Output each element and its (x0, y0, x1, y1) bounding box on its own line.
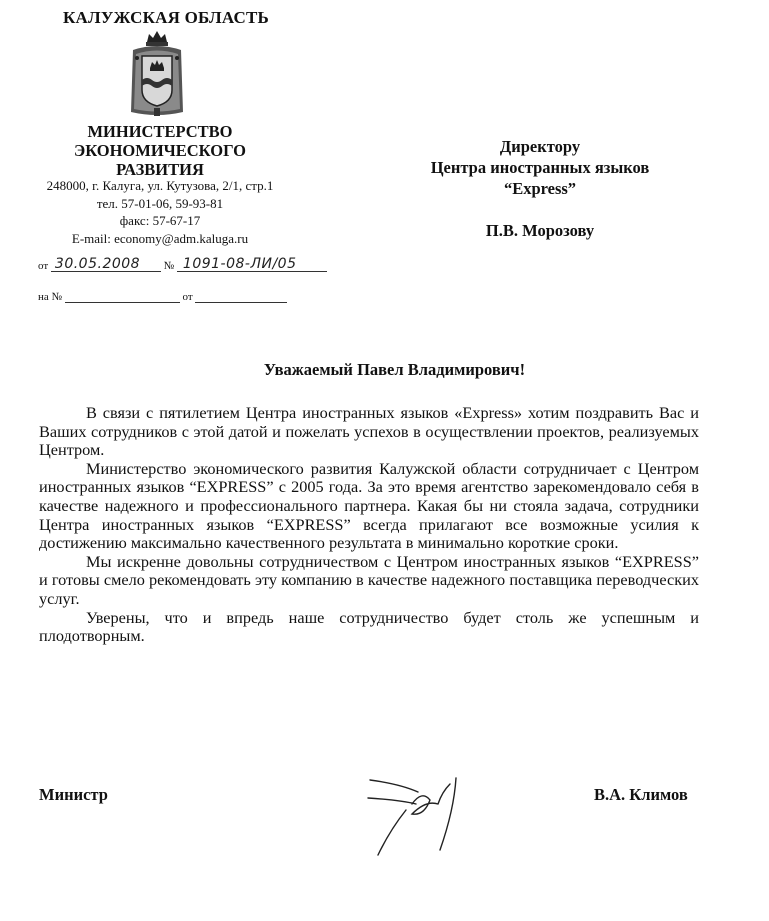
ministry-name (50, 122, 270, 179)
ministry-email: E-mail: economy@adm.kaluga.ru (71, 230, 249, 246)
signoff-title: Министр (39, 785, 108, 804)
signature-icon (360, 770, 480, 860)
registration-date: 30.05.2008 (54, 256, 141, 272)
ministry-line: МИНИСТЕРСТВО (87, 122, 233, 141)
ministry-line: РАЗВИТИЯ (116, 160, 204, 179)
letter-body (39, 404, 699, 646)
ministry-phone: тел. 57-01-06, 59-93-81 (96, 195, 224, 211)
addressee-line: “Express” (503, 179, 577, 198)
registration-number: 1091-08-ЛИ/05 (182, 256, 297, 272)
number-label: № (163, 260, 175, 272)
addressee-line: Директору (499, 137, 581, 156)
ministry-address: 248000, г. Калуга, ул. Кутузова, 2/1, стр.1 (46, 178, 274, 193)
ministry-contacts (30, 177, 290, 247)
reference-from-label: от (182, 291, 193, 303)
body-paragraph: Министерство экономического развития Калужской области сотрудничает с Центром иностранных языков “EXPRESS” с 2005 года. За это время агентство зарекомендовало себя в качестве надежного и профессионального партнера. Какая бы ни стояла задача, сотрудники Центра иностранных языков “EXPRESS” всегда прилагают все возможные усилия к достижению максимально качественного результата в минимально короткие сроки. (39, 458, 699, 553)
addressee-line: Центра иностранных языков (430, 158, 650, 177)
reference-line (38, 290, 287, 303)
ministry-fax: факс: 57-67-17 (119, 213, 201, 228)
body-paragraph: Мы искренне довольны сотрудничеством с Центром иностранных языков “EXPRESS” и готовы смело рекомендовать эту компанию в качестве надежного поставщика переводческих услуг. (39, 551, 699, 608)
body-paragraph: В связи с пятилетием Центра иностранных языков «Express» хотим поздравить Вас и Ваших сотрудников с этой датой и пожелать успехов в осуществлении проектов, реализуемых Центром. (39, 403, 699, 460)
addressee-name: П.В. Морозову (485, 221, 595, 240)
body-paragraph: Уверены, что и впредь наше сотрудничество будет столь же успешным и плодотворным. (39, 607, 699, 646)
ministry-line: ЭКОНОМИЧЕСКОГО (74, 141, 246, 160)
coat-of-arms-icon (127, 28, 187, 120)
registration-line (38, 256, 327, 272)
signoff-name: В.А. Климов (594, 785, 688, 804)
addressee-block (400, 136, 680, 199)
salutation: Уважаемый Павел Владимирович! (263, 360, 526, 379)
date-label: от (38, 260, 49, 272)
region-title: КАЛУЖСКАЯ ОБЛАСТЬ (63, 8, 269, 27)
reference-label: на № (38, 291, 63, 303)
